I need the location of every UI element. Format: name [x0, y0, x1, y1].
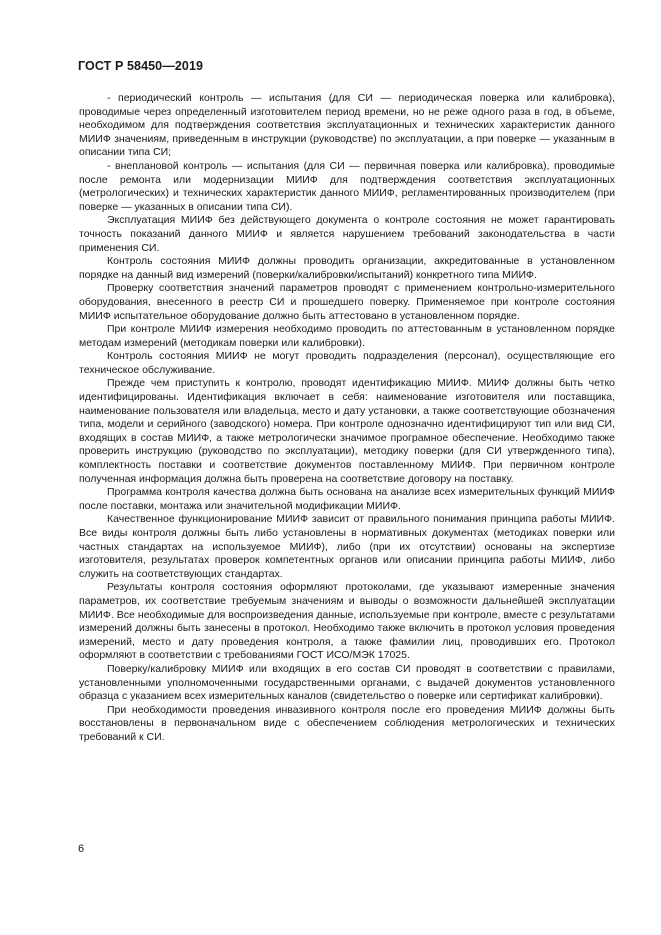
- paragraph: Контроль состояния МИИФ должны проводить организации, аккредитованные в установленном порядке на данный вид измерений (поверки/калибровки/испытаний) конкретного типа МИИФ.: [79, 255, 615, 281]
- paragraph: При контроле МИИФ измерения необходимо проводить по аттестованным в установленном порядке методам измерений (методикам поверки или калибровки).: [79, 323, 615, 349]
- paragraph: Программа контроля качества должна быть основана на анализе всех измерительных функций МИИФ после поставки, монтажа или значительной модификации МИИФ.: [79, 486, 615, 512]
- paragraph: При необходимости проведения инвазивного контроля после его проведения МИИФ должны быть восстановлены в первоначальном виде с обеспечением соблюдения метрологических и технических требований к СИ.: [79, 703, 615, 743]
- page-number: 6: [78, 843, 85, 855]
- document-header: ГОСТ Р 58450—2019: [78, 59, 204, 73]
- paragraph: Контроль состояния МИИФ не могут проводить подразделения (персонал), осуществляющие его техническое обслуживание.: [79, 350, 615, 376]
- paragraph: Прежде чем приступить к контролю, проводят идентификацию МИИФ. МИИФ должны быть четко идентифицированы. Идентификация включает в себя: наименование изготовителя или поставщика, наименование пользователя или владельца, место и дату установки, а также соответствующие обозначения типа, модели и серийного (заводского) номера. При контроле однозначно идентифицируют тип или вид СИ, входящих в состав МИИФ, а также метрологически значимое програмное обеспечение. Необходимо также проверить инструкцию (руководство по эксплуатации), методику поверки (для СИ утвержденного типа), комплектность поставки и соответствие документов поставленному МИИФ. При первичном контроле полученная информация должна быть проверена на соответствие договору на поставку.: [79, 377, 615, 485]
- paragraph: Эксплуатация МИИФ без действующего документа о контроле состояния не может гарантировать точность показаний данного МИИФ и является нарушением требований законодательства в части применения СИ.: [79, 214, 615, 254]
- paragraph: Результаты контроля состояния оформляют протоколами, где указывают измеренные значения параметров, их соответствие требуемым значениям и выводы о возможности дальнейшей эксплуатации МИИФ. Все необходимые для воспроизведения данные, используемые при контроле, вместе с результатами измерений должны быть занесены в протокол. Необходимо также включить в протокол условия проведения измерений, место и дату проведения контроля, а также фамилии лиц, проводивших его. Протокол оформляют в соответствии с требованиями ГОСТ ИСО/МЭК 17025.: [79, 581, 615, 662]
- paragraph: Качественное функционирование МИИФ зависит от правильного понимания принципа работы МИИФ. Все виды контроля должны быть либо установлены в нормативных документах (методиках поверки или частных стандартах на используемое МИИФ), либо (при их отсутствии) основаны на экспертизе изготовителя, результатах проверок компетентных органов или описании принципа работы МИИФ, либо служить на соответствующих стандартах.: [79, 513, 615, 580]
- document-body: [79, 92, 615, 745]
- paragraph: Проверку соответствия значений параметров проводят с применением контрольно-измерительного оборудования, внесенного в реестр СИ и прошедшего поверку. Применяемое при контроле состояния МИИФ испытательное оборудование должно быть аттестовано в установленном порядке.: [79, 282, 615, 322]
- paragraph: - внеплановой контроль — испытания (для СИ — первичная поверка или калибровка), проводимые после ремонта или модернизации МИИФ для подтверждения соответствия эксплуатационных (метрологических) и технических характеристик данного МИИФ, регламентированных производителем (при поверке — указанных в описании типа СИ).: [79, 159, 615, 213]
- paragraph: - периодический контроль — испытания (для СИ — периодическая поверка или калибровка), проводимые через определенный изготовителем период времени, но не реже одного раза в год, в объеме, необходимом для подтверждения соответствия эксплуатационных и технических характеристик данного МИИФ значениям, приведенным в инструкции (руководстве) по эксплуатации, а при поверке — указанным в описании типа СИ;: [79, 92, 615, 159]
- paragraph: Поверку/калибровку МИИФ или входящих в его состав СИ проводят в соответствии с правилами, установленными уполномоченными государственными органами, с выдачей документов установленного образца с указанием всех измерительных каналов (свидетельство о поверке или сертификат калибровки).: [79, 662, 615, 703]
